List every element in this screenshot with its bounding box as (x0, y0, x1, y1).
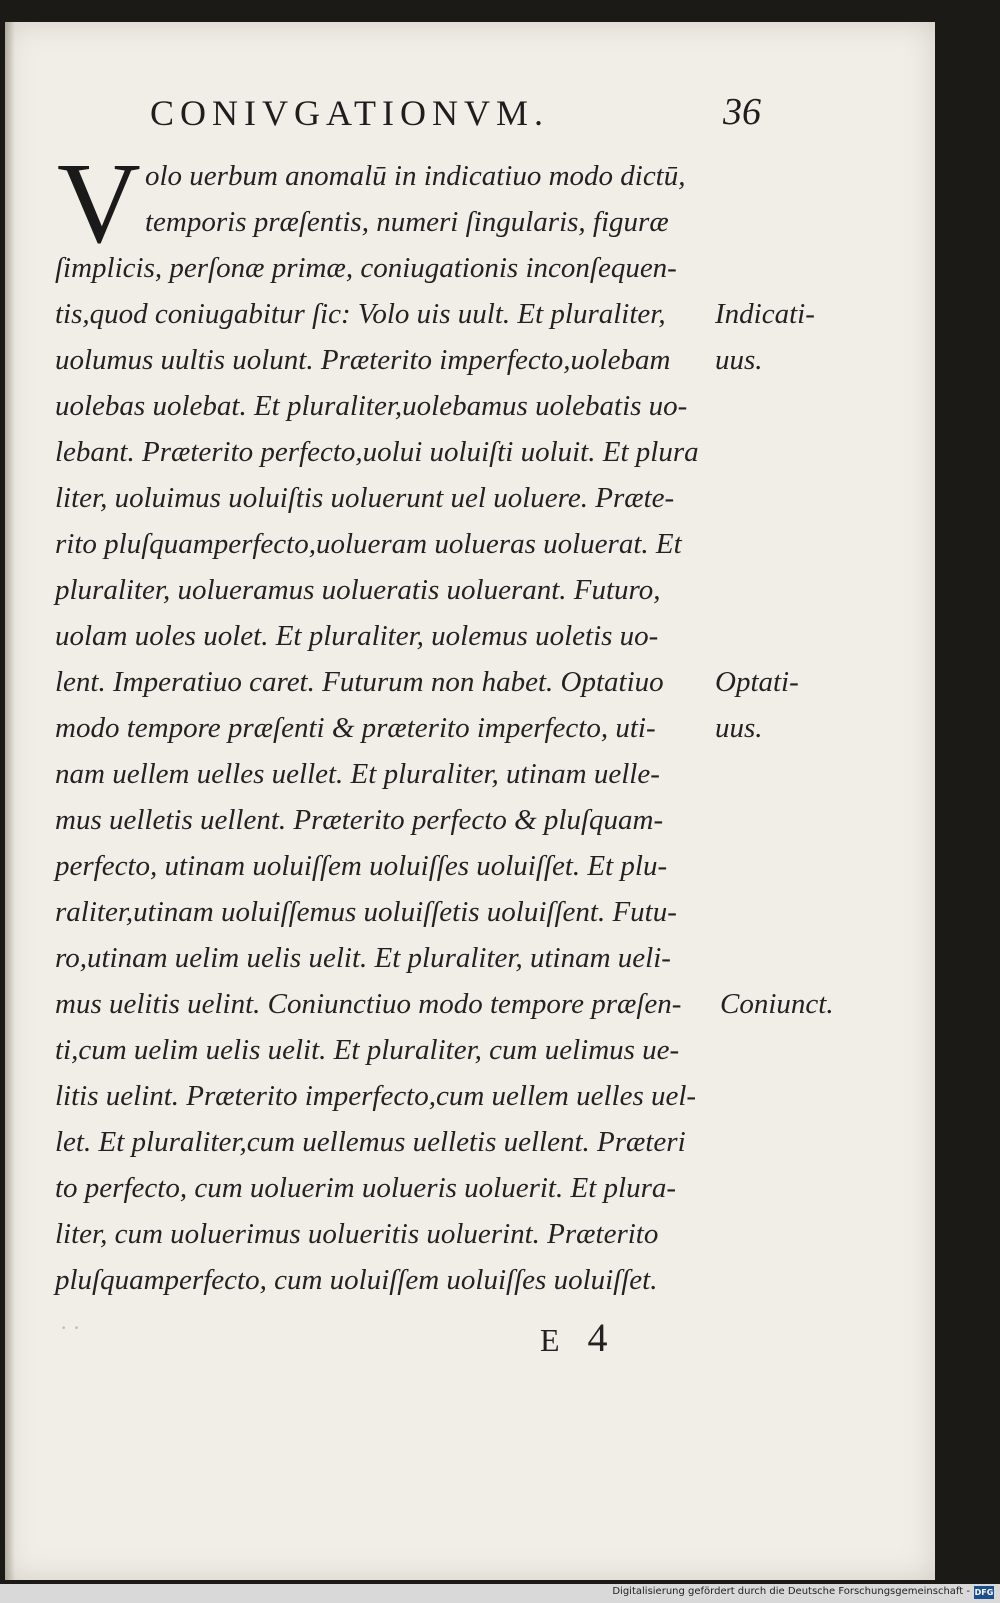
text-line: ti,cum uelim uelis uelit. Et pluraliter, cum uelimus ue- (55, 1034, 680, 1066)
signature-mark (540, 1314, 608, 1361)
text-line: liter, uoluimus uoluiſtis uoluerunt uel uoluere. Præte- (55, 482, 675, 514)
text-line: liter, cum uoluerimus uolueritis uoluerint. Præterito (55, 1218, 659, 1250)
body-text (5, 22, 935, 1580)
text-line: modo tempore præſenti & præterito imperfecto, uti- (55, 712, 656, 744)
text-line: uolumus uultis uolunt. Præterito imperfecto,uolebam (55, 344, 671, 376)
text-line: ſimplicis, perſonæ primæ, coniugationis inconſequen- (55, 252, 677, 284)
text-line: mus uelletis uellent. Præterito perfecto & pluſquam- (55, 804, 664, 836)
text-line: perfecto, utinam uoluiſſem uoluiſſes uoluiſſet. Et plu- (55, 850, 668, 882)
text-line: uolebas uolebat. Et pluraliter,uolebamus uolebatis uo- (55, 390, 688, 422)
text-line: litis uelint. Præterito imperfecto,cum uellem uelles uel- (55, 1080, 697, 1112)
text-line: pluſquamperfecto, cum uoluiſſem uoluiſſes uoluiſſet. (55, 1264, 658, 1296)
text-line: lebant. Præterito perfecto,uolui uoluiſti uoluit. Et plura (55, 436, 699, 468)
faint-bleed-through: · · (60, 1315, 81, 1340)
text-line: to perfecto, cum uoluerim uolueris uoluerit. Et plura- (55, 1172, 677, 1204)
text-line: nam uellem uelles uellet. Et pluraliter, utinam uelle- (55, 758, 660, 790)
signature-letter: E (540, 1322, 560, 1358)
text-line: pluraliter, uolueramus uolueratis uoluerant. Futuro, (55, 574, 661, 606)
text-line: tis,quod coniugabitur ſic: Volo uis uult. Et pluraliter, (55, 298, 666, 330)
text-line: raliter,utinam uoluiſſemus uoluiſſetis uoluiſſent. Futu- (55, 896, 677, 928)
footer-credit: Digitalisierung gefördert durch die Deutsche Forschungsgemeinschaft - (612, 1586, 970, 1597)
marginal-note: uus. (715, 712, 763, 744)
marginal-note: uus. (715, 344, 763, 376)
signature-number: 4 (587, 1315, 608, 1360)
page-number: 36 (723, 91, 761, 133)
text-line: mus uelitis uelint. Coniunctiuo modo tempore præſen- (55, 988, 682, 1020)
text-line: ro,utinam uelim uelis uelit. Et pluraliter, utinam ueli- (55, 942, 671, 974)
text-line: olo uerbum anomalū in indicatiuo modo dictū, (145, 160, 686, 192)
text-line: let. Et pluraliter,cum uellemus uelletis uellent. Præteri (55, 1126, 686, 1158)
text-line: uolam uoles uolet. Et pluraliter, uolemus uoletis uo- (55, 620, 659, 652)
dfg-logo: DFG (974, 1588, 994, 1597)
marginal-note: Coniunct. (720, 988, 834, 1020)
drop-cap-initial: V (57, 140, 141, 268)
text-line: rito pluſquamperfecto,uolueram uolueras uoluerat. Et (55, 528, 682, 560)
marginal-note: Indicati- (715, 298, 815, 330)
book-page (5, 22, 935, 1580)
text-line: lent. Imperatiuo caret. Futurum non habet. Optatiuo (55, 666, 664, 698)
marginal-note: Optati- (715, 666, 799, 698)
text-line: temporis præſentis, numeri ſingularis, figuræ (145, 206, 669, 238)
running-head: CONIVGATIONVM. (150, 93, 549, 133)
